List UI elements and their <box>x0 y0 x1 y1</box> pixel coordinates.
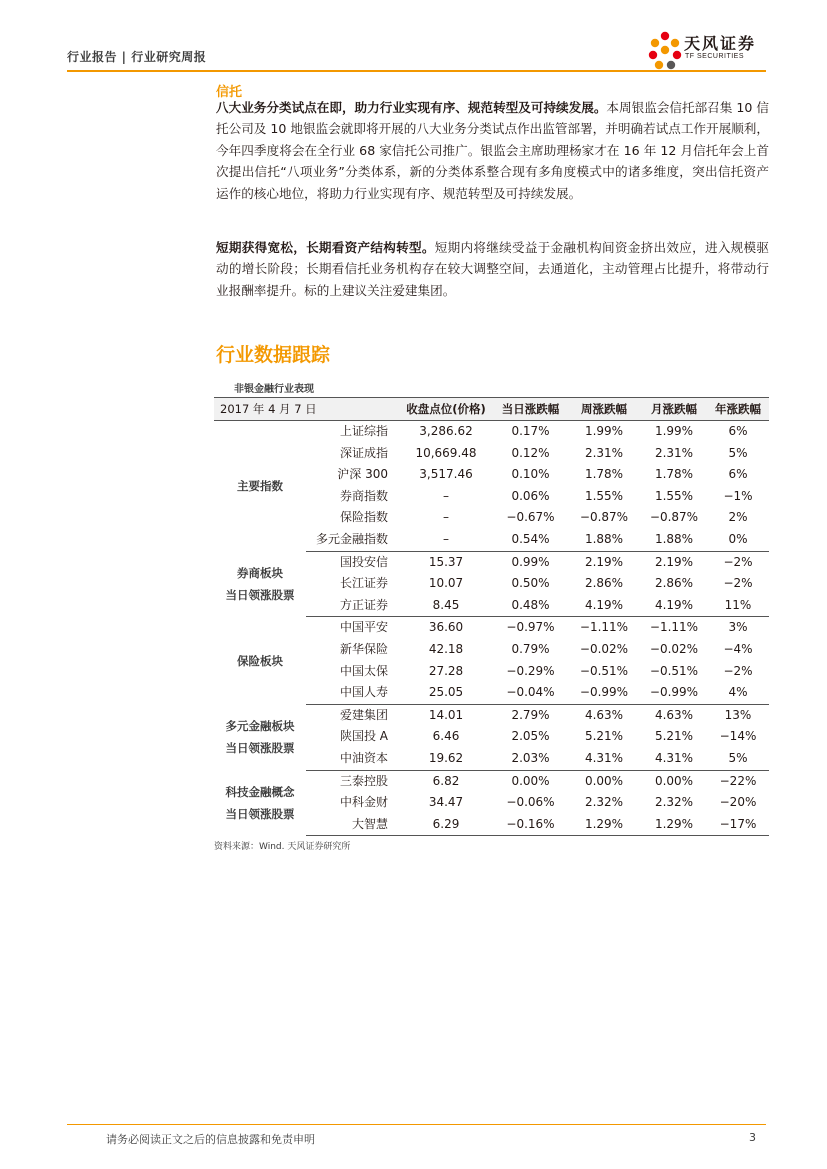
cell-month-change: 2.19% <box>654 554 694 569</box>
cell-week-change: 2.31% <box>584 445 624 460</box>
cell-close: 34.47 <box>428 795 464 810</box>
cell-close: 14.01 <box>428 707 464 722</box>
cell-close: 6.29 <box>398 814 494 836</box>
header-breadcrumb: 行业报告 | 行业研究周报 <box>67 50 207 64</box>
cell-close: 8.45 <box>398 595 494 617</box>
page-number: 3 <box>749 1131 756 1144</box>
cell-week-change: −1.11% <box>579 620 629 635</box>
cell-month-change: −0.02% <box>649 641 699 656</box>
cell-month-change: 2.86% <box>654 576 694 591</box>
cell-month-change: 2.32% <box>654 795 694 810</box>
cell-close: 19.62 <box>398 748 494 770</box>
cell-month-change: 1.55% <box>654 488 694 503</box>
cell-month-change: 4.63% <box>654 707 694 722</box>
cell-week-change: 2.32% <box>584 795 624 810</box>
cell-name: 大智慧 <box>306 814 398 836</box>
cell-year-change: 5% <box>707 748 769 770</box>
cell-month-change: 1.99% <box>654 424 694 438</box>
table-row <box>214 770 769 792</box>
cell-close: 6.82 <box>432 773 460 788</box>
logo-name: 天风证券 <box>684 34 757 53</box>
cell-close: 3,517.46 <box>419 467 473 482</box>
cell-day-change: 2.05% <box>511 729 550 744</box>
cell-month-change: −0.99% <box>641 682 707 704</box>
cell-year-change: −17% <box>707 814 769 836</box>
cell-year-change: −22% <box>719 773 757 788</box>
cell-name: 券商指数 <box>339 488 388 503</box>
cell-close: 15.37 <box>428 554 464 569</box>
cell-day-change: −0.06% <box>506 795 555 810</box>
cell-year-change: 4% <box>707 682 769 704</box>
cell-name: 三泰控股 <box>339 773 388 788</box>
table-row <box>214 617 769 639</box>
cell-year-change: 6% <box>728 467 748 482</box>
table-caption: 非银金融行业表现 <box>234 384 314 395</box>
cell-month-change: 4.19% <box>641 595 707 617</box>
cell-close: 36.60 <box>428 620 464 635</box>
cell-name: 陕国投 A <box>339 729 388 744</box>
cell-week-change: 4.63% <box>584 707 624 722</box>
cell-week-change: 2.19% <box>584 554 624 569</box>
cell-day-change: 0.54% <box>494 529 567 551</box>
cell-close: 3,286.62 <box>419 424 473 438</box>
cell-day-change: −0.67% <box>506 510 555 525</box>
section-label-trust: 信托 <box>216 85 243 100</box>
group-label-line1: 科技金融概念 <box>225 784 295 799</box>
footer-disclaimer: 请务必阅读正文之后的信息披露和免责申明 <box>106 1133 315 1146</box>
cell-day-change: −0.04% <box>494 682 567 704</box>
cell-week-change: 2.86% <box>584 576 624 591</box>
cell-name: 沪深 300 <box>337 467 388 482</box>
column-header-week-change: 周涨跌幅 <box>567 398 641 421</box>
paragraph-1 <box>216 97 769 204</box>
cell-month-change: 1.78% <box>654 467 694 482</box>
cell-year-change: 5% <box>728 445 748 460</box>
cell-name: 上证综指 <box>339 424 388 438</box>
cell-day-change: 0.17% <box>511 424 550 438</box>
logo-subtitle: TF SECURITIES <box>685 53 745 60</box>
cell-week-change: 0.00% <box>584 773 624 788</box>
cell-year-change: −2% <box>723 663 753 678</box>
cell-name: 中国人寿 <box>306 682 398 704</box>
paragraph-1-lead: 八大业务分类试点在即，助力行业实现有序、规范转型及可持续发展。 <box>216 100 607 115</box>
cell-week-change: 1.99% <box>584 424 624 438</box>
cell-day-change: 0.00% <box>511 773 550 788</box>
cell-week-change: 1.88% <box>567 529 641 551</box>
group-label <box>214 704 306 770</box>
table-source-note: 资料来源：Wind. 天风证券研究所 <box>214 842 351 852</box>
company-logo <box>648 30 768 72</box>
cell-week-change: 5.21% <box>584 729 624 744</box>
group-label <box>214 770 306 836</box>
cell-month-change: 0.00% <box>654 773 694 788</box>
cell-year-change: −2% <box>723 576 753 591</box>
cell-year-change: 2% <box>728 510 748 525</box>
cell-day-change: −0.97% <box>506 620 555 635</box>
cell-close: 25.05 <box>398 682 494 704</box>
cell-year-change: −20% <box>719 795 757 810</box>
cell-day-change: 0.10% <box>511 467 550 482</box>
cell-name: 新华保险 <box>339 641 388 656</box>
group-label-line2: 当日领涨股票 <box>225 741 295 756</box>
cell-name: 多元金融指数 <box>306 529 398 551</box>
column-header-day-change: 当日涨跌幅 <box>494 398 567 421</box>
section-title-data-tracking: 行业数据跟踪 <box>216 344 331 366</box>
industry-performance-table <box>214 397 769 836</box>
group-label-line2: 当日领涨股票 <box>225 587 295 602</box>
cell-year-change: 11% <box>707 595 769 617</box>
cell-name: 爱建集团 <box>339 707 388 722</box>
cell-week-change: 1.29% <box>567 814 641 836</box>
cell-month-change: 2.31% <box>654 445 694 460</box>
cell-day-change: 0.50% <box>511 576 550 591</box>
cell-year-change: −4% <box>723 641 753 656</box>
flower-logo-icon <box>648 30 682 72</box>
cell-month-change: 1.88% <box>641 529 707 551</box>
cell-close: 10,669.48 <box>415 445 477 460</box>
cell-day-change: 0.12% <box>511 445 550 460</box>
group-label-line1: 保险板块 <box>237 653 283 668</box>
cell-day-change: 2.79% <box>511 707 550 722</box>
group-label-line1: 主要指数 <box>237 479 283 494</box>
column-header-date: 2017 年 4 月 7 日 <box>214 398 398 421</box>
cell-name: 深证成指 <box>339 445 388 460</box>
cell-year-change: 13% <box>724 707 752 722</box>
cell-day-change: −0.16% <box>494 814 567 836</box>
cell-month-change: 5.21% <box>654 729 694 744</box>
cell-week-change: 1.55% <box>584 488 624 503</box>
cell-month-change: −0.87% <box>649 510 699 525</box>
cell-year-change: 3% <box>728 620 748 635</box>
group-label <box>214 421 306 552</box>
cell-year-change: 6% <box>728 424 748 438</box>
group-label-line2: 当日领涨股票 <box>225 806 295 821</box>
table-row <box>214 421 769 443</box>
cell-month-change: 4.31% <box>641 748 707 770</box>
cell-day-change: 0.48% <box>494 595 567 617</box>
paragraph-2-lead: 短期获得宽松，长期看资产结构转型。 <box>216 240 435 255</box>
cell-name: 方正证券 <box>306 595 398 617</box>
group-label <box>214 617 306 704</box>
cell-close: – <box>443 510 449 525</box>
cell-week-change: 1.78% <box>584 467 624 482</box>
cell-day-change: 0.79% <box>511 641 550 656</box>
cell-day-change: −0.29% <box>506 663 555 678</box>
cell-day-change: 0.99% <box>511 554 550 569</box>
cell-day-change: 0.06% <box>511 488 550 503</box>
table-header-row <box>214 398 769 421</box>
cell-month-change: −1.11% <box>649 620 699 635</box>
column-header-month-change: 月涨跌幅 <box>641 398 707 421</box>
cell-year-change: −14% <box>719 729 757 744</box>
cell-week-change: −0.99% <box>567 682 641 704</box>
paragraph-1-body: 本周银监会信托部召集 10 信托公司及 10 地银监会就即将开展的八大业务分类试点作出监管部署，并明确若试点工作开展顺利，今年四季度将会在全行业 68 家信托公司推广。银监会主席助理杨家才在 16 年 12 月信托年会上首次提出信托“八项业务”分类体系，新的分类体系整合现有多角度模式中的诸多维度，突出信托资产运作的核心地位，将助力行业实现有序、规范转型及可持续发展。 <box>216 100 769 201</box>
cell-name: 国投安信 <box>339 554 388 569</box>
cell-week-change: 4.19% <box>567 595 641 617</box>
cell-close: 42.18 <box>428 641 464 656</box>
cell-name: 中科金财 <box>339 795 388 810</box>
cell-week-change: −0.02% <box>579 641 629 656</box>
cell-year-change: 0% <box>707 529 769 551</box>
cell-close: – <box>443 488 449 503</box>
cell-name: 中国平安 <box>339 620 388 635</box>
cell-week-change: −0.51% <box>579 663 629 678</box>
column-header-year-change: 年涨跌幅 <box>707 398 769 421</box>
cell-day-change: 2.03% <box>494 748 567 770</box>
cell-week-change: 4.31% <box>567 748 641 770</box>
cell-close: 27.28 <box>428 663 464 678</box>
cell-name: 中油资本 <box>306 748 398 770</box>
group-label-line1: 券商板块 <box>237 565 283 580</box>
cell-name: 中国太保 <box>339 663 388 678</box>
cell-close: 10.07 <box>428 576 464 591</box>
table-row <box>214 704 769 726</box>
column-header-close: 收盘点位(价格) <box>398 398 494 421</box>
cell-month-change: −0.51% <box>649 663 699 678</box>
cell-close: – <box>398 529 494 551</box>
cell-name: 长江证券 <box>339 576 388 591</box>
group-label-line1: 多元金融板块 <box>225 719 295 734</box>
cell-year-change: −2% <box>723 554 753 569</box>
cell-week-change: −0.87% <box>579 510 629 525</box>
footer-divider <box>67 1124 766 1125</box>
cell-year-change: −1% <box>723 488 753 503</box>
cell-month-change: 1.29% <box>641 814 707 836</box>
group-label <box>214 551 306 617</box>
cell-name: 保险指数 <box>339 510 388 525</box>
paragraph-2-body: 短期内将继续受益于金融机构间资金挤出效应，进入规模驱动的增长阶段；长期看信托业务机构存在较大调整空间，去通道化，主动管理占比提升，将带动行业报酬率提升。标的上建议关注爱建集团。 <box>216 240 770 298</box>
paragraph-2 <box>216 237 769 301</box>
cell-close: 6.46 <box>432 729 460 744</box>
table-row <box>214 551 769 573</box>
